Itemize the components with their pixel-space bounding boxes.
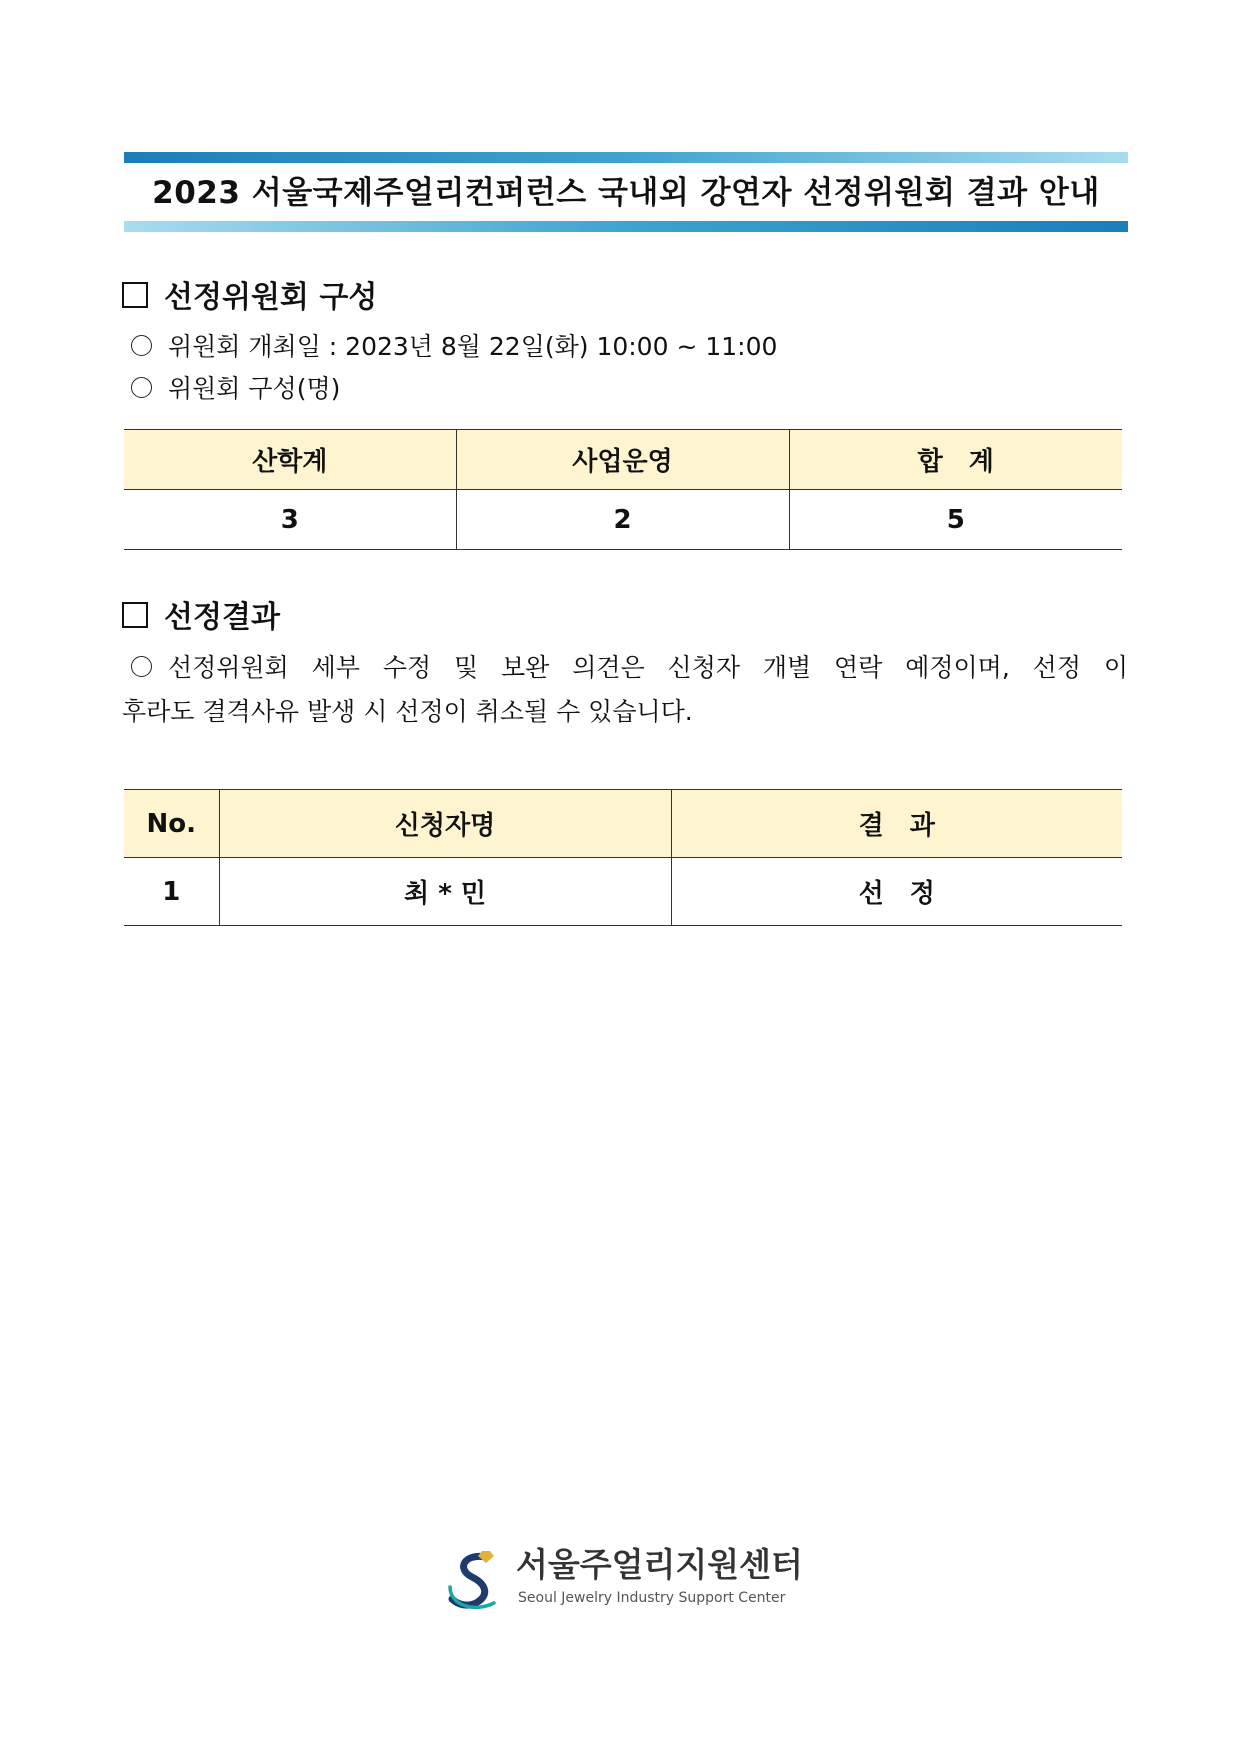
section-heading-text: 선정위원회 구성 [164, 280, 378, 315]
header-applicant-name: 신청자명 [219, 790, 671, 858]
header-result: 결 과 [671, 790, 1122, 858]
bullet-text: 위원회 구성(명) [168, 374, 341, 403]
org-name-english: Seoul Jewelry Industry Support Center [518, 1590, 786, 1606]
cell-total-count: 5 [789, 490, 1122, 550]
results-paragraph-line1 [131, 646, 1128, 690]
cell-operations-count: 2 [456, 490, 789, 550]
circle-bullet-icon [131, 656, 152, 677]
header-total: 합 계 [789, 430, 1122, 490]
committee-composition-table [124, 429, 1122, 550]
table-row [124, 858, 1122, 926]
header-operations: 사업운영 [456, 430, 789, 490]
circle-bullet-icon [131, 335, 152, 356]
title-banner [124, 152, 1128, 232]
circle-bullet-icon [131, 377, 152, 398]
header-academia: 산학계 [124, 430, 456, 490]
table-row [124, 490, 1122, 550]
bullet-committee-composition [131, 372, 340, 406]
table-header-row [124, 790, 1122, 858]
cell-academia-count: 3 [124, 490, 456, 550]
title-top-rule [124, 152, 1128, 163]
document-title: 2023 서울국제주얼리컨퍼런스 국내외 강연자 선정위원회 결과 안내 [152, 175, 1100, 211]
section-heading-results [122, 598, 280, 638]
section-heading-text: 선정결과 [164, 600, 280, 635]
paragraph-text: 선정위원회 세부 수정 및 보완 의견은 신청자 개별 연락 예정이며, 선정 이 [168, 653, 1128, 682]
square-bullet-icon [122, 282, 148, 308]
bullet-meeting-date [131, 330, 777, 364]
square-bullet-icon [122, 602, 148, 628]
table-header-row [124, 430, 1122, 490]
section-heading-committee [122, 278, 377, 318]
org-logo [446, 1545, 806, 1615]
title-bottom-rule [124, 221, 1128, 232]
selection-result-table [124, 789, 1122, 926]
results-paragraph-line2: 후라도 결격사유 발생 시 선정이 취소될 수 있습니다. [122, 697, 693, 726]
cell-applicant-name: 최 * 민 [219, 858, 671, 926]
cell-result: 선 정 [671, 858, 1122, 926]
bullet-text: 위원회 개최일 : 2023년 8월 22일(화) 10:00 ~ 11:00 [168, 332, 778, 361]
cell-no: 1 [124, 858, 219, 926]
header-no: No. [124, 790, 219, 858]
org-name: 서울주얼리지원센터 [516, 1545, 803, 1584]
jewelry-center-logo-icon [446, 1547, 508, 1613]
